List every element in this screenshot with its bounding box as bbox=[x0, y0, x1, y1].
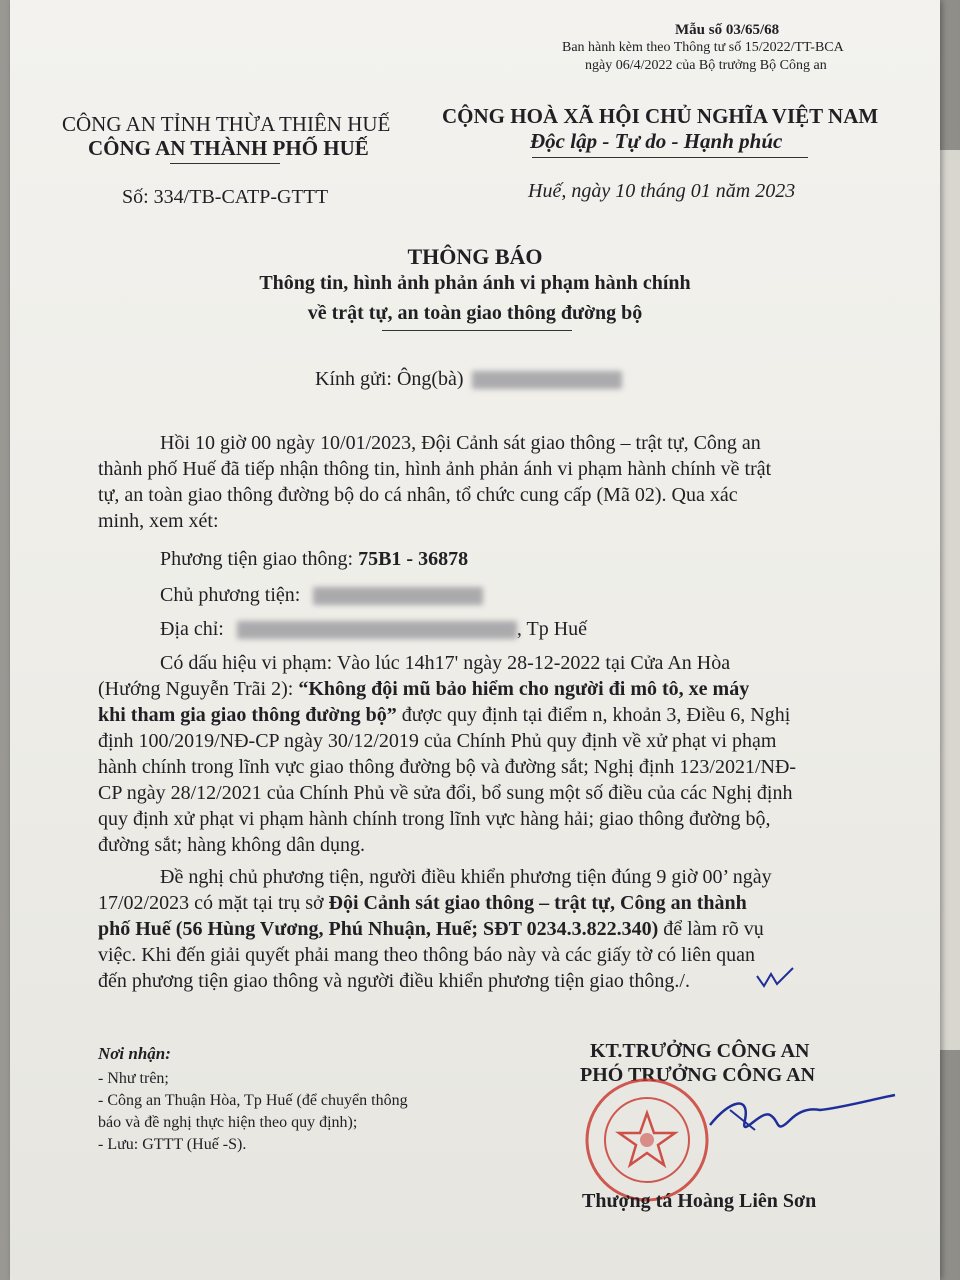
para3-line: Đề nghị chủ phương tiện, người điều khiển phương tiện đúng 9 giờ 00’ ngày bbox=[160, 866, 772, 888]
red-seal-stamp bbox=[582, 1075, 712, 1205]
vehicle-plate: 75B1 - 36878 bbox=[358, 548, 469, 570]
violation-text: khi tham gia giao thông đường bộ” bbox=[98, 704, 397, 726]
office-name: Đội Cảnh sát giao thông – trật tự, Công an thành bbox=[328, 892, 747, 914]
agency-parent: CÔNG AN TỈNH THỪA THIÊN HUẾ bbox=[62, 112, 391, 136]
document-page bbox=[10, 0, 940, 1280]
salutation bbox=[315, 368, 622, 391]
title-underline bbox=[382, 330, 572, 331]
para2-line: đường sắt; hàng không dân dụng. bbox=[98, 834, 365, 856]
recipient-item: - Như trên; bbox=[98, 1070, 169, 1087]
redacted-owner bbox=[313, 587, 483, 605]
form-issued-line-1: Ban hành kèm theo Thông tư số 15/2022/TT-BCA bbox=[562, 40, 844, 55]
para1-line: thành phố Huế đã tiếp nhận thông tin, hình ảnh phản ánh vi phạm hành chính về trật bbox=[98, 458, 772, 480]
para1-line: tự, an toàn giao thông đường bộ do cá nhân, tổ chức cung cấp (Mã 02). Qua xác bbox=[98, 484, 738, 506]
form-issued-line-2: ngày 06/4/2022 của Bộ trưởng Bộ Công an bbox=[585, 58, 827, 73]
para2-text: được quy định tại điểm n, khoản 3, Điều 6, Nghị bbox=[396, 704, 791, 726]
para1-line: minh, xem xét: bbox=[98, 510, 219, 532]
document-title: THÔNG BÁO bbox=[407, 244, 543, 269]
address-row bbox=[160, 618, 587, 641]
signature-title-2: PHÓ TRƯỞNG CÔNG AN bbox=[580, 1064, 816, 1086]
handwritten-signature bbox=[700, 1080, 900, 1150]
motto-underline bbox=[532, 157, 808, 158]
signer-name: Thượng tá Hoàng Liên Sơn bbox=[582, 1190, 817, 1212]
recipients-title: Nơi nhận: bbox=[98, 1044, 171, 1063]
para2-line: Có dấu hiệu vi phạm: Vào lúc 14h17' ngày 28-12-2022 tại Cửa An Hòa bbox=[160, 652, 731, 674]
para2-line: hành chính trong lĩnh vực giao thông đường bộ và đường sắt; Nghị định 123/2021/NĐ- bbox=[98, 756, 797, 778]
para2-text: (Hướng Nguyễn Trãi 2): bbox=[98, 678, 299, 700]
para3-text: để làm rõ vụ bbox=[658, 918, 764, 940]
para3-line bbox=[98, 892, 747, 915]
para3-line bbox=[98, 918, 764, 941]
form-number: Mẫu số 03/65/68 bbox=[675, 22, 780, 38]
para2-line: quy định xử phạt vi phạm hành chính trong lĩnh vực hàng hải; giao thông đường bộ, bbox=[98, 808, 771, 830]
para1-line: Hồi 10 giờ 00 ngày 10/01/2023, Đội Cảnh sát giao thông – trật tự, Công an bbox=[160, 432, 761, 454]
para2-line: định 100/2019/NĐ-CP ngày 30/12/2019 của Chính Phủ quy định về xử phạt vi phạm bbox=[98, 730, 777, 752]
recipient-item: - Lưu: GTTT (Huế -S). bbox=[98, 1136, 247, 1153]
recipient-item: báo và đề nghị thực hiện theo quy định); bbox=[98, 1114, 358, 1131]
owner-label: Chủ phương tiện: bbox=[160, 584, 306, 606]
document-subtitle-1: Thông tin, hình ảnh phản ánh vi phạm hành chính bbox=[259, 272, 691, 294]
nation-title: CỘNG HOÀ XÃ HỘI CHỦ NGHĨA VIỆT NAM bbox=[442, 104, 879, 128]
document-subtitle-2: về trật tự, an toàn giao thông đường bộ bbox=[307, 302, 643, 324]
signature-title-1: KT.TRƯỞNG CÔNG AN bbox=[590, 1040, 810, 1062]
recipient-item: - Công an Thuận Hòa, Tp Huế (để chuyển thông bbox=[98, 1092, 408, 1109]
owner-row bbox=[160, 584, 483, 607]
national-motto: Độc lập - Tự do - Hạnh phúc bbox=[530, 129, 783, 153]
salutation-text: Kính gửi: Ông(bà) bbox=[315, 368, 464, 390]
redacted-name bbox=[472, 371, 622, 389]
para2-line bbox=[98, 678, 749, 701]
violation-text: “Không đội mũ bảo hiểm cho người đi mô tô, xe máy bbox=[298, 678, 750, 700]
para3-line: đến phương tiện giao thông và người điều khiển phương tiện giao thông./. bbox=[98, 970, 690, 992]
para3-line: việc. Khi đến giải quyết phải mang theo thông báo này và các giấy tờ có liên quan bbox=[98, 944, 756, 966]
para3-text: 17/02/2023 có mặt tại trụ sở bbox=[98, 892, 329, 914]
date-line: Huế, ngày 10 tháng 01 năm 2023 bbox=[528, 180, 796, 202]
address-suffix: , Tp Huế bbox=[516, 618, 588, 640]
office-address: phố Huế (56 Hùng Vương, Phú Nhuận, Huế; SĐT 0234.3.822.340) bbox=[98, 918, 659, 940]
agency-underline bbox=[170, 163, 280, 164]
para2-line bbox=[98, 704, 790, 727]
vehicle-label: Phương tiện giao thông: bbox=[160, 548, 359, 570]
agency-name: CÔNG AN THÀNH PHỐ HUẾ bbox=[88, 136, 369, 160]
handwritten-tick-mark bbox=[755, 966, 795, 990]
redacted-address bbox=[237, 621, 517, 639]
para2-line: CP ngày 28/12/2021 của Chính Phủ về sửa đổi, bổ sung một số điều của các Nghị định bbox=[98, 782, 793, 804]
document-number: Số: 334/TB-CATP-GTTT bbox=[122, 186, 329, 208]
address-label: Địa chỉ: bbox=[160, 618, 229, 640]
vehicle-row bbox=[160, 548, 468, 571]
